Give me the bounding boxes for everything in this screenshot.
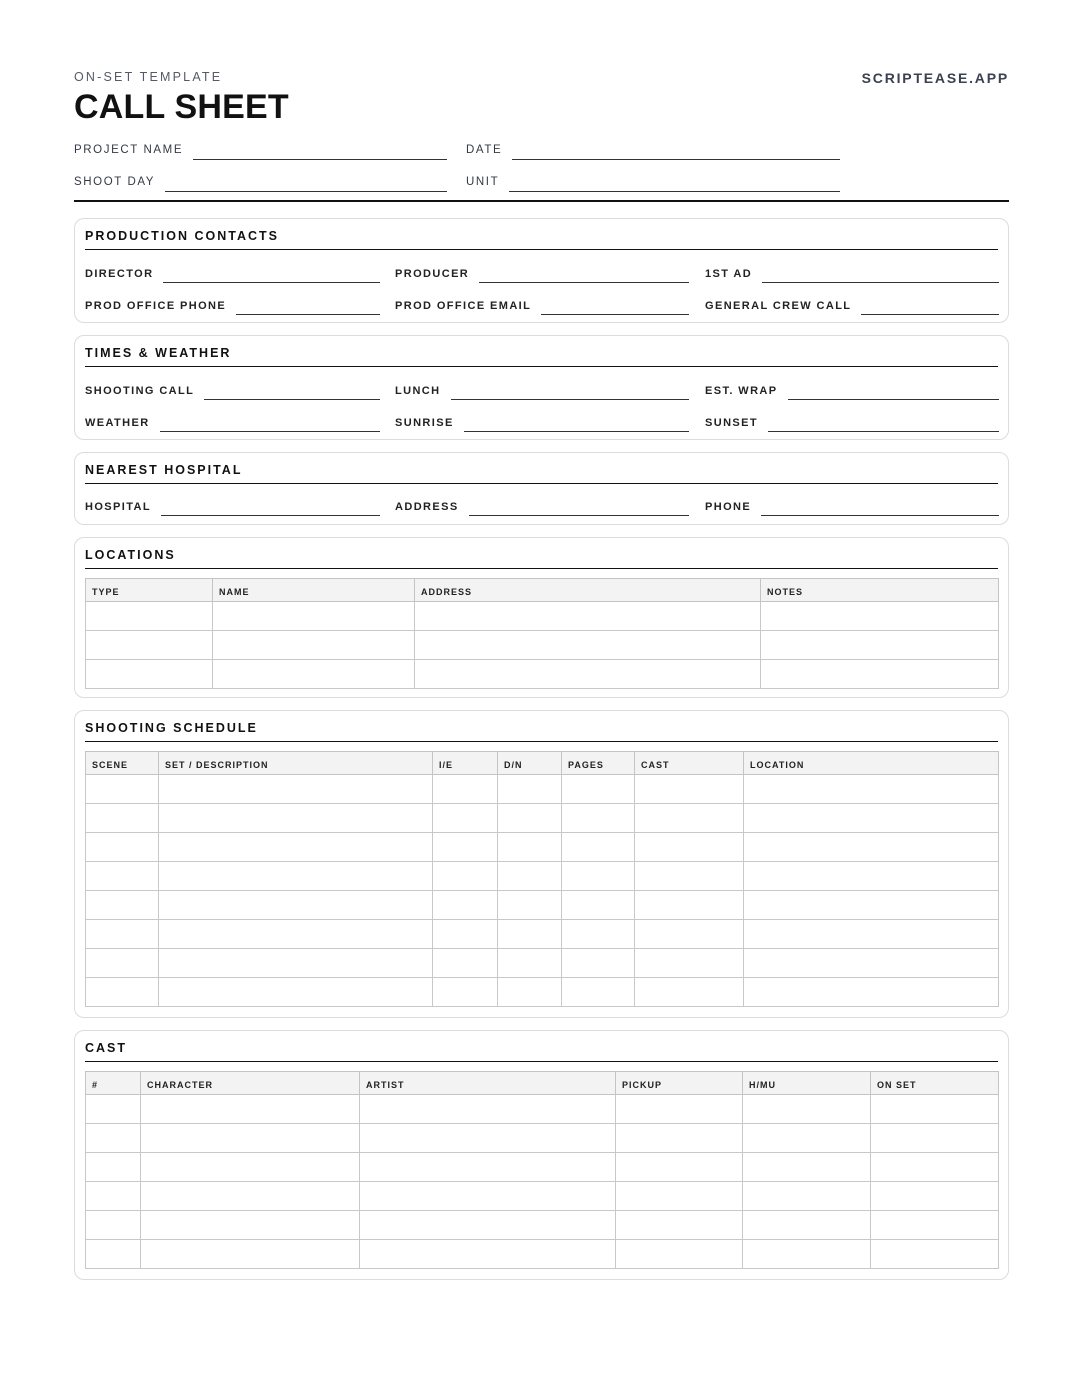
table-cell[interactable] (415, 602, 761, 631)
table-row (86, 631, 999, 660)
table-cell[interactable] (159, 920, 433, 949)
column-header: I/E (433, 752, 498, 775)
cast-title: CAST (85, 1041, 998, 1062)
table-cell[interactable] (360, 1095, 616, 1124)
table-cell[interactable] (86, 602, 213, 631)
table-cell[interactable] (635, 978, 744, 1007)
table-row (86, 1182, 999, 1211)
table-row (86, 775, 999, 804)
column-header: SCENE (86, 752, 159, 775)
table-row (86, 978, 999, 1007)
table-cell[interactable] (744, 833, 999, 862)
table-cell[interactable] (761, 631, 999, 660)
table-cell[interactable] (498, 891, 562, 920)
table-row (86, 1124, 999, 1153)
table-cell[interactable] (744, 862, 999, 891)
table-cell[interactable] (433, 920, 498, 949)
weather-label: WEATHER (85, 417, 150, 429)
first-ad-field (705, 265, 999, 283)
table-cell[interactable] (635, 862, 744, 891)
table-cell[interactable] (159, 949, 433, 978)
table-cell[interactable] (743, 1240, 871, 1269)
table-cell[interactable] (744, 891, 999, 920)
table-cell[interactable] (433, 833, 498, 862)
template-eyebrow: ON-SET TEMPLATE (74, 70, 223, 84)
table-cell[interactable] (141, 1182, 360, 1211)
table-cell[interactable] (213, 660, 415, 689)
table-cell[interactable] (86, 1153, 141, 1182)
prod-office-email-field (395, 297, 689, 315)
table-cell[interactable] (562, 775, 635, 804)
table-cell[interactable] (141, 1095, 360, 1124)
table-cell[interactable] (744, 804, 999, 833)
column-header: PAGES (562, 752, 635, 775)
table-cell[interactable] (159, 833, 433, 862)
table-cell[interactable] (86, 1240, 141, 1269)
lunch-input[interactable] (451, 382, 690, 400)
cast-header-row (86, 1072, 999, 1095)
prod-office-phone-field (85, 297, 380, 315)
shoot-day-field (74, 172, 447, 192)
table-row (86, 1153, 999, 1182)
page-title: CALL SHEET (74, 88, 289, 126)
project-name-field (74, 140, 447, 160)
est-wrap-field (705, 382, 999, 400)
table-cell[interactable] (86, 631, 213, 660)
table-cell[interactable] (213, 602, 415, 631)
table-cell[interactable] (635, 949, 744, 978)
sunset-field (705, 414, 999, 432)
production-contacts-section (74, 218, 1009, 323)
table-cell[interactable] (871, 1095, 999, 1124)
column-header: LOCATION (744, 752, 999, 775)
table-cell[interactable] (761, 660, 999, 689)
general-crew-call-label: GENERAL CREW CALL (705, 300, 852, 312)
table-cell[interactable] (360, 1240, 616, 1269)
est-wrap-label: EST. WRAP (705, 385, 778, 397)
table-cell[interactable] (360, 1211, 616, 1240)
table-row (86, 804, 999, 833)
table-cell[interactable] (86, 949, 159, 978)
hospital-input[interactable] (161, 498, 380, 516)
locations-title: LOCATIONS (85, 548, 998, 569)
table-cell[interactable] (159, 804, 433, 833)
column-header: H/MU (743, 1072, 871, 1095)
shoot-day-label: SHOOT DAY (74, 176, 156, 188)
table-cell[interactable] (616, 1240, 743, 1269)
table-cell[interactable] (761, 602, 999, 631)
project-name-input[interactable] (193, 140, 447, 160)
table-cell[interactable] (433, 978, 498, 1007)
date-label: DATE (466, 144, 503, 156)
table-row (86, 833, 999, 862)
table-cell[interactable] (433, 775, 498, 804)
table-cell[interactable] (86, 920, 159, 949)
table-cell[interactable] (360, 1182, 616, 1211)
sunrise-input[interactable] (464, 414, 689, 432)
table-cell[interactable] (562, 891, 635, 920)
table-cell[interactable] (498, 978, 562, 1007)
prod-office-phone-label: PROD OFFICE PHONE (85, 300, 227, 312)
lunch-field (395, 382, 689, 400)
column-header: NOTES (761, 579, 999, 602)
schedule-header-row (86, 752, 999, 775)
table-cell[interactable] (159, 862, 433, 891)
table-cell[interactable] (635, 833, 744, 862)
prod-office-email-label: PROD OFFICE EMAIL (395, 300, 532, 312)
date-field (466, 140, 840, 160)
table-cell[interactable] (433, 862, 498, 891)
table-cell[interactable] (744, 775, 999, 804)
director-field (85, 265, 380, 283)
locations-section (74, 537, 1009, 698)
times-weather-section (74, 335, 1009, 440)
table-cell[interactable] (433, 949, 498, 978)
table-cell[interactable] (562, 920, 635, 949)
column-header: CHARACTER (141, 1072, 360, 1095)
first-ad-label: 1ST AD (705, 268, 753, 280)
sunset-input[interactable] (768, 414, 999, 432)
table-cell[interactable] (616, 1124, 743, 1153)
table-cell[interactable] (86, 660, 213, 689)
table-cell[interactable] (433, 891, 498, 920)
weather-input[interactable] (160, 414, 380, 432)
table-cell[interactable] (141, 1153, 360, 1182)
table-cell[interactable] (635, 804, 744, 833)
prod-office-phone-input[interactable] (236, 297, 380, 315)
table-cell[interactable] (86, 1182, 141, 1211)
table-cell[interactable] (498, 920, 562, 949)
times-weather-title: TIMES & WEATHER (85, 346, 998, 367)
lunch-label: LUNCH (395, 385, 441, 397)
general-crew-call-input[interactable] (861, 297, 999, 315)
table-cell[interactable] (498, 833, 562, 862)
table-cell[interactable] (498, 804, 562, 833)
table-row (86, 891, 999, 920)
shooting-call-field (85, 382, 380, 400)
column-header: NAME (213, 579, 415, 602)
shooting-schedule-title: SHOOTING SCHEDULE (85, 721, 998, 742)
sunrise-field (395, 414, 689, 432)
table-cell[interactable] (360, 1153, 616, 1182)
unit-input[interactable] (509, 172, 840, 192)
column-header: PICKUP (616, 1072, 743, 1095)
hospital-label: HOSPITAL (85, 501, 151, 513)
table-cell[interactable] (433, 804, 498, 833)
table-cell[interactable] (616, 1153, 743, 1182)
table-cell[interactable] (871, 1124, 999, 1153)
table-cell[interactable] (871, 1211, 999, 1240)
table-cell[interactable] (86, 833, 159, 862)
table-cell[interactable] (86, 775, 159, 804)
general-crew-call-field (705, 297, 999, 315)
locations-header-row (86, 579, 999, 602)
table-cell[interactable] (86, 1095, 141, 1124)
prod-office-email-input[interactable] (541, 297, 689, 315)
project-name-label: PROJECT NAME (74, 144, 184, 156)
table-cell[interactable] (159, 775, 433, 804)
first-ad-input[interactable] (762, 265, 999, 283)
nearest-hospital-section (74, 452, 1009, 525)
table-cell[interactable] (86, 804, 159, 833)
column-header: ARTIST (360, 1072, 616, 1095)
table-cell[interactable] (562, 978, 635, 1007)
table-cell[interactable] (871, 1240, 999, 1269)
director-input[interactable] (163, 265, 380, 283)
sunset-label: SUNSET (705, 417, 759, 429)
table-cell[interactable] (415, 631, 761, 660)
table-cell[interactable] (744, 949, 999, 978)
unit-field (466, 172, 840, 192)
table-row (86, 1095, 999, 1124)
table-cell[interactable] (86, 978, 159, 1007)
table-cell[interactable] (743, 1153, 871, 1182)
table-cell[interactable] (743, 1211, 871, 1240)
shooting-schedule-section (74, 710, 1009, 1018)
table-row (86, 1211, 999, 1240)
table-cell[interactable] (562, 833, 635, 862)
table-cell[interactable] (743, 1095, 871, 1124)
column-header: # (86, 1072, 141, 1095)
table-row (86, 660, 999, 689)
table-cell[interactable] (159, 978, 433, 1007)
table-cell[interactable] (213, 631, 415, 660)
table-cell[interactable] (86, 1124, 141, 1153)
table-row (86, 1240, 999, 1269)
table-cell[interactable] (744, 978, 999, 1007)
table-row (86, 949, 999, 978)
table-cell[interactable] (871, 1153, 999, 1182)
shooting-schedule-table (85, 751, 999, 1007)
table-cell[interactable] (743, 1182, 871, 1211)
hospital-field (85, 498, 380, 516)
phone-field (705, 498, 999, 516)
phone-input[interactable] (761, 498, 999, 516)
column-header: ON SET (871, 1072, 999, 1095)
shoot-day-input[interactable] (165, 172, 447, 192)
nearest-hospital-title: NEAREST HOSPITAL (85, 463, 998, 484)
brand-name: SCRIPTEASE.APP (861, 70, 1009, 86)
column-header: ADDRESS (415, 579, 761, 602)
table-cell[interactable] (159, 891, 433, 920)
shooting-call-input[interactable] (204, 382, 380, 400)
locations-table (85, 578, 999, 689)
table-cell[interactable] (562, 862, 635, 891)
table-cell[interactable] (562, 949, 635, 978)
table-cell[interactable] (360, 1124, 616, 1153)
table-row (86, 862, 999, 891)
table-cell[interactable] (562, 804, 635, 833)
table-cell[interactable] (415, 660, 761, 689)
address-field (395, 498, 689, 516)
table-cell[interactable] (635, 775, 744, 804)
table-cell[interactable] (498, 949, 562, 978)
column-header: TYPE (86, 579, 213, 602)
table-cell[interactable] (141, 1240, 360, 1269)
production-contacts-title: PRODUCTION CONTACTS (85, 229, 998, 250)
table-cell[interactable] (616, 1211, 743, 1240)
table-cell[interactable] (498, 862, 562, 891)
address-input[interactable] (469, 498, 689, 516)
table-row (86, 920, 999, 949)
est-wrap-input[interactable] (788, 382, 1000, 400)
table-cell[interactable] (498, 775, 562, 804)
table-cell[interactable] (86, 1211, 141, 1240)
table-cell[interactable] (616, 1095, 743, 1124)
table-cell[interactable] (616, 1182, 743, 1211)
table-cell[interactable] (86, 862, 159, 891)
table-cell[interactable] (743, 1124, 871, 1153)
sunrise-label: SUNRISE (395, 417, 454, 429)
producer-input[interactable] (479, 265, 689, 283)
producer-label: PRODUCER (395, 268, 470, 280)
director-label: DIRECTOR (85, 268, 154, 280)
table-cell[interactable] (744, 920, 999, 949)
table-cell[interactable] (871, 1182, 999, 1211)
cast-table (85, 1071, 999, 1269)
table-cell[interactable] (635, 920, 744, 949)
table-cell[interactable] (86, 891, 159, 920)
table-cell[interactable] (141, 1211, 360, 1240)
column-header: D/N (498, 752, 562, 775)
weather-field (85, 414, 380, 432)
column-header: SET / DESCRIPTION (159, 752, 433, 775)
column-header: CAST (635, 752, 744, 775)
address-label: ADDRESS (395, 501, 459, 513)
table-row (86, 602, 999, 631)
phone-label: PHONE (705, 501, 752, 513)
producer-field (395, 265, 689, 283)
header-divider (74, 200, 1009, 202)
date-input[interactable] (512, 140, 840, 160)
cast-section (74, 1030, 1009, 1280)
shooting-call-label: SHOOTING CALL (85, 385, 195, 397)
unit-label: UNIT (466, 176, 500, 188)
table-cell[interactable] (635, 891, 744, 920)
table-cell[interactable] (141, 1124, 360, 1153)
